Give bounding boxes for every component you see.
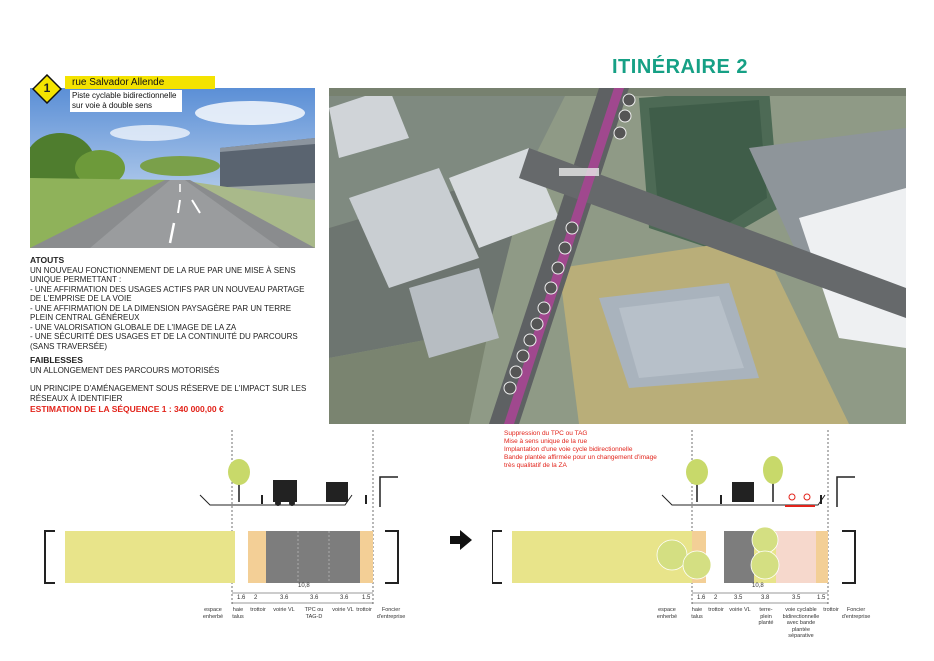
dim-label: 3.8	[761, 595, 770, 601]
dim-label: 1.5	[362, 595, 371, 601]
faiblesses-line: UN PRINCIPE D'AMÉNAGEMENT SOUS RÉSERVE DE L'IMPACT SUR LES	[30, 384, 307, 393]
aerial-map	[329, 88, 906, 424]
estimation-text: ESTIMATION DE LA SÉQUENCE 1 : 340 000,00 €	[30, 404, 224, 414]
existing-total-dim: 10,8	[298, 583, 310, 589]
dim-label: 3.5	[734, 595, 743, 601]
atouts-line: UN NOUVEAU FONCTIONNEMENT DE LA RUE PAR UNE MISE À SENS	[30, 265, 296, 275]
atouts-line: PLEIN CENTRAL GÉNÉREUX	[30, 313, 140, 322]
atouts-heading: ATOUTS	[30, 255, 65, 265]
section-label: voie cyclable bidirectionnelle avec bande plantée séparative	[782, 607, 820, 639]
section-label: haie talus	[691, 607, 703, 620]
section-label: trottoir	[708, 607, 724, 613]
faiblesses-heading: FAIBLESSES	[30, 355, 83, 365]
street-description	[72, 91, 177, 111]
dim-label: 3.6	[340, 595, 349, 601]
section-label: haie talus	[232, 607, 244, 620]
transition-arrow-icon	[450, 530, 472, 555]
section-label: Foncier d'entreprise	[376, 607, 406, 620]
section-label: trottoir	[356, 607, 372, 613]
atouts-line: - UNE AFFIRMATION DE LA DIMENSION PAYSAGÈRE PAR UN TERRE	[30, 303, 292, 313]
street-name: rue Salvador Allende	[72, 77, 165, 88]
street-photo	[30, 88, 315, 248]
faiblesses-section	[30, 356, 320, 403]
section-label: espace enherbé	[202, 607, 224, 620]
atouts-section	[30, 256, 320, 351]
section-label: trottoir	[823, 607, 839, 613]
faiblesses-spacer	[30, 375, 320, 384]
section-label: terre-plein planté	[758, 607, 774, 626]
atouts-line: - UNE SÉCURITÉ DES USAGES ET DE LA CONTINUITÉ DU PARCOURS	[30, 332, 298, 341]
faiblesses-line: RÉSEAUX À IDENTIFIER	[30, 393, 123, 403]
dim-label: 3.5	[792, 595, 801, 601]
change-item: très qualitatif de la ZA	[504, 462, 567, 469]
dim-label: 1.6	[237, 595, 246, 601]
proposed-total-dim: 10,8	[752, 583, 764, 589]
proposed-section-diagram	[492, 425, 892, 639]
section-label: espace enherbé	[656, 607, 678, 620]
section-label: voirie VL	[332, 607, 354, 613]
dim-label: 2	[714, 595, 718, 601]
section-label: trottoir	[250, 607, 266, 613]
section-label: voirie VL	[273, 607, 295, 613]
existing-section-diagram	[40, 425, 410, 625]
atouts-line: (SANS TRAVERSÉE)	[30, 341, 108, 351]
section-label: voirie VL	[729, 607, 751, 613]
dim-label: 1.5	[817, 595, 826, 601]
page-title: ITINÉRAIRE 2	[612, 56, 749, 78]
section-label: Foncier d'entreprise	[841, 607, 871, 620]
dim-label: 3.6	[280, 595, 289, 601]
section-label: TPC ou TAG-D	[304, 607, 324, 620]
change-item: Mise à sens unique de la rue	[504, 438, 588, 445]
faiblesses-line: UN ALLONGEMENT DES PARCOURS MOTORISÉS	[30, 365, 220, 375]
sequence-number-badge	[32, 74, 62, 104]
atouts-line: - UNE AFFIRMATION DES USAGES ACTIFS PAR UN NOUVEAU PARTAGE	[30, 284, 305, 294]
atouts-line: - UNE VALORISATION GLOBALE DE L'IMAGE DE LA ZA	[30, 322, 237, 332]
description-line-2: sur voie à double sens	[72, 101, 153, 110]
description-line-1: Piste cyclable bidirectionnelle	[72, 91, 177, 100]
atouts-line: DE L'EMPRISE DE LA VOIE	[30, 294, 132, 303]
change-item: Implantation d'une voie cycle bidirectionnelle	[504, 446, 633, 453]
change-item: Bande plantée affirmée pour un changement d'image	[504, 454, 657, 461]
sequence-number: 1	[43, 81, 51, 95]
dim-label: 2	[254, 595, 258, 601]
dim-label: 1.6	[697, 595, 706, 601]
change-item: Suppression du TPC ou TAG	[504, 430, 588, 437]
dim-label: 3.6	[310, 595, 319, 601]
atouts-line: UNIQUE PERMETTANT :	[30, 275, 122, 284]
